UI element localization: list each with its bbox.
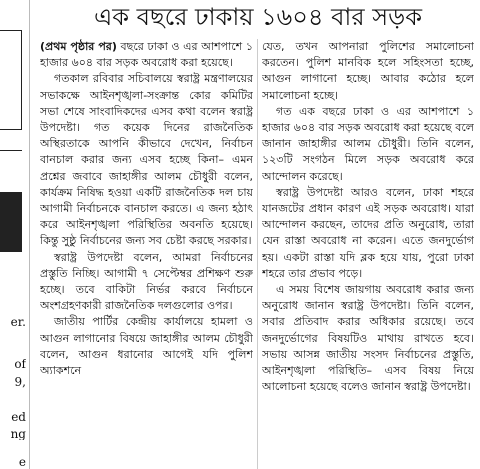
column-separator-line bbox=[29, 0, 30, 469]
article-headline: এক বছরে ঢাকায় ১৬০৪ বার সড়ক bbox=[93, 3, 423, 31]
adjacent-column-rule bbox=[0, 150, 22, 151]
adjacent-text-fragment: ng bbox=[10, 428, 26, 440]
paragraph-text: বছরে ঢাকা ও এর আশপাশে ১ হাজার ৬০৪ বার সড়ক অবরোধ করা হয়েছে। bbox=[40, 40, 253, 70]
article-paragraph: স্বরাষ্ট্র উপদেষ্টা বলেন, আমরা নির্বাচনের প্রস্তুতি নিচ্ছি। আগামী ৭ সেপ্টেম্বর প্রশিক্ষণ শুরু হচ্ছে। তবে বাকিটা নির্ভর করবে নির্বাচনে অংশগ্রহণকারী রাজনৈতিক দলগুলোর ওপর। bbox=[40, 250, 253, 313]
article-paragraph: গতকাল রবিবার সচিবালয়ে স্বরাষ্ট্র মন্ত্রণালয়ের সভাকক্ষে আইনশৃঙ্খলা-সংক্রান্ত কোর কমিটির সভা শেষে সাংবাদিকদের এসব কথা বলেন স্বরাষ্ট্র উপদেষ্টা। গত কয়েক দিনের রাজনৈতিক অস্থিরতাকে আপনি কীভাবে দেখেন, নির্বাচন বানচাল করার জন্য এসব হচ্ছে কিনা– এমন প্রশ্নের জবাবে জাহাঙ্গীর আলম চৌধুরী বলেন, কার্যক্রম নিষিদ্ধ হওয়া একটি রাজনৈতিক দল চায় আগামী নির্বাচনকে বানচাল করতে। এ জন্য হঠাৎ করে আইনশৃঙ্খলা পরিস্থিতির অবনতি হয়েছে। কিন্তু সুষ্ঠু নির্বাচনের জন্য সব চেষ্টা করছে সরকার। bbox=[40, 72, 253, 248]
article-column-2 bbox=[262, 39, 474, 469]
article-paragraph: যেত, তখন আপনারা পুলিশের সমালোচনা করতেন। পুলিশ মানবিক হলে সহিংসতা হচ্ছে, আগুন লাগানো হচ্ছে। আবার কঠোর হলে সমালোচনা হচ্ছে। bbox=[262, 40, 474, 102]
adjacent-text-fragment: of bbox=[14, 358, 26, 370]
article-column-divider bbox=[257, 39, 258, 469]
article-paragraph: জাতীয় পার্টির কেন্দ্রীয় কার্যালয়ে হামলা ও আগুন লাগানোর বিষয়ে জাহাঙ্গীর আলম চৌধুরী বলেন, আগুন ধরানোর আগেই যদি পুলিশ অ্যাকশনে bbox=[40, 315, 253, 378]
article-paragraph: গত এক বছরে ঢাকা ও এর আশপাশে ১ হাজার ৬০৪ বার সড়ক অবরোধ করা হয়েছে বলে জানান জাহাঙ্গীর আলম চৌধুরী। তিনি বলেন, ১২৩টি সংগঠন মিলে সড়ক অবরোধ করে আন্দোলন করেছে। bbox=[262, 104, 474, 183]
article-column-1 bbox=[40, 39, 253, 469]
adjacent-dark-block bbox=[0, 192, 22, 252]
adjacent-text-fragment: ed bbox=[11, 411, 26, 423]
adjacent-text-fragment: er. bbox=[10, 316, 26, 328]
adjacent-column-box bbox=[0, 30, 22, 130]
article-paragraph: এ সময় বিশেষ জায়গায় অবরোধ করার জন্য অনুরোধ জানান স্বরাষ্ট্র উপদেষ্টা। তিনি বলেন, সবার প্রতিবাদ করার অধিকার রয়েছে। তবে জনদুর্ভোগের বিষয়টিও মাথায় রাখতে হবে। সভায় আসন্ন জাতীয় সংসদ নির্বাচনের প্রস্তুতি, আইনশৃঙ্খলা পরিস্থিতি– এসব বিষয় নিয়ে আলোচনা হয়েছে বলেও জানান স্বরাষ্ট্র উপদেষ্টা। bbox=[262, 283, 474, 394]
adjacent-column-strip bbox=[0, 0, 26, 469]
continued-from-label: (প্রথম পৃষ্ঠার পর) bbox=[40, 40, 117, 53]
article-paragraph: স্বরাষ্ট্র উপদেষ্টা আরও বলেন, ঢাকা শহরে যানজটের প্রধান কারণ এই সড়ক অবরোধ। যারা আন্দোলন করছেন, তাদের প্রতি অনুরোধ, তারা যেন রাস্তা অবরোধ না করেন। এতে জনদুর্ভোগ হয়। একটা রাস্তা যদি ব্লক হয়ে যায়, পুরো ঢাকা শহরে তার প্রভাব পড়ে। bbox=[262, 185, 474, 280]
adjacent-text-fragment: 9, bbox=[14, 376, 26, 388]
adjacent-text-fragment: e bbox=[18, 456, 26, 468]
article-paragraph bbox=[40, 39, 253, 71]
